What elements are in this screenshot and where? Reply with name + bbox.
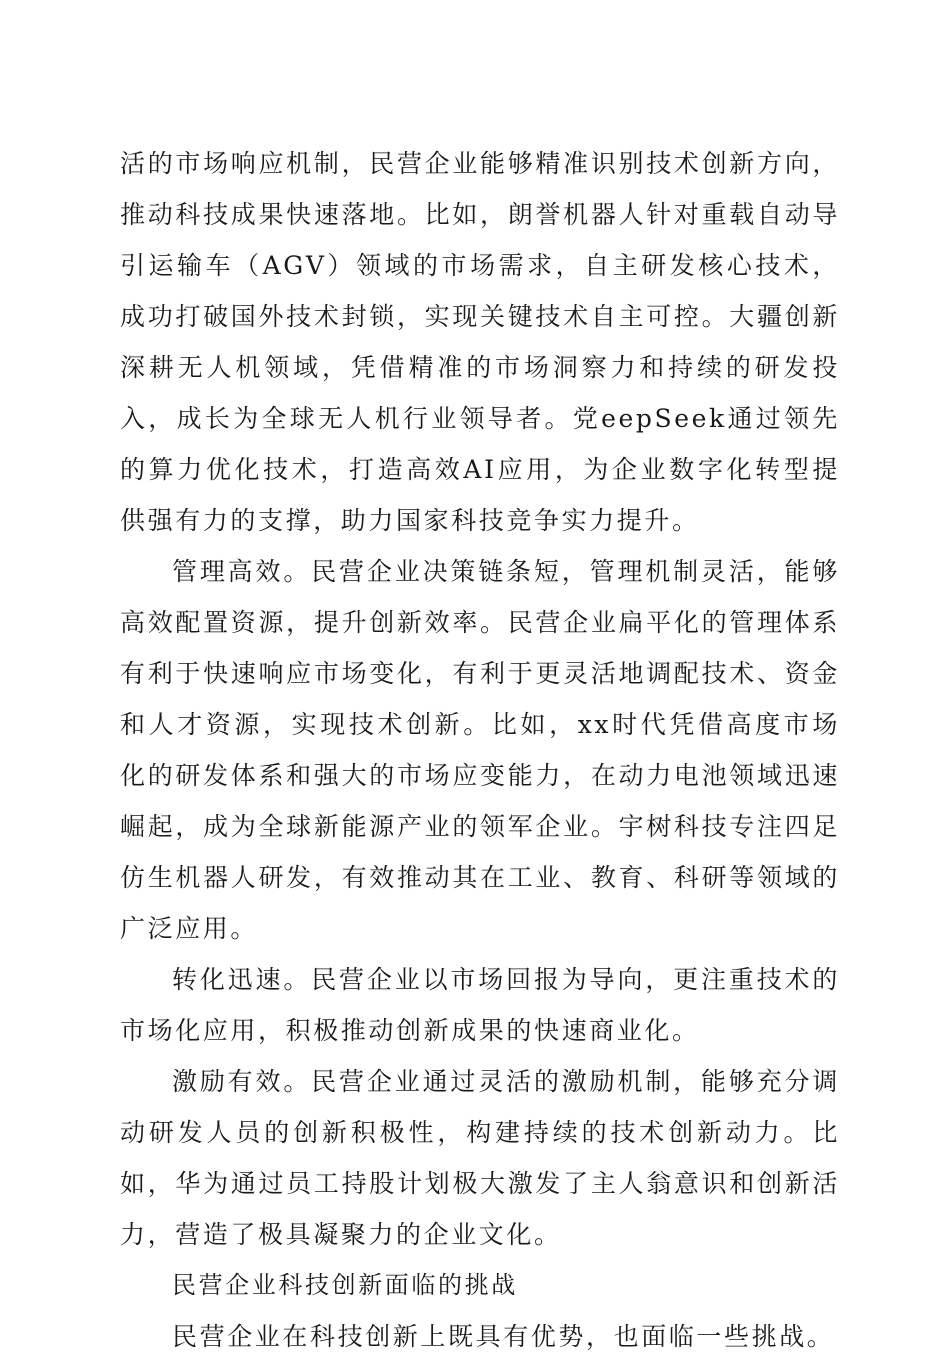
paragraph-challenges-intro: 民营企业在科技创新上既具有优势，也面临一些挑战。 [172,1322,835,1351]
paragraph-effective-incentives: 激励有效。民营企业通过灵活的激励机制，能够充分调动研发人员的创新积极性，构建持续的技术创新动力。比如，华为通过员工持股计划极大激发了主人翁意识和创新活力，营造了极具凝聚力的企业文化。 [120,1067,840,1249]
document-body [120,138,840,1362]
section-heading: 民营企业科技创新面临的挑战 [172,1271,518,1299]
paragraph-market-response: 活的市场响应机制，民营企业能够精准识别技术创新方向，推动科技成果快速落地。比如，朗誉机器人针对重载自动导引运输车（AGV）领域的市场需求，自主研发核心技术，成功打破国外技术封锁，实现关键技术自主可控。大疆创新深耕无人机领域，凭借精准的市场洞察力和持续的研发投入，成长为全球无人机行业领导者。党eepSeek通过领先的算力优化技术，打造高效AI应用，为企业数字化转型提供强有力的支撑，助力国家科技竞争实力提升。 [120,149,840,535]
paragraph-efficient-management: 管理高效。民营企业决策链条短，管理机制灵活，能够高效配置资源，提升创新效率。民营企业扁平化的管理体系有利于快速响应市场变化，有利于更灵活地调配技术、资金和人才资源，实现技术创新。比如，xx时代凭借高度市场化的研发体系和强大的市场应变能力，在动力电池领域迅速崛起，成为全球新能源产业的领军企业。宇树科技专注四足仿生机器人研发，有效推动其在工业、教育、科研等领域的广泛应用。 [120,557,840,943]
paragraph-rapid-transformation: 转化迅速。民营企业以市场回报为导向，更注重技术的市场化应用，积极推动创新成果的快速商业化。 [120,965,840,1045]
